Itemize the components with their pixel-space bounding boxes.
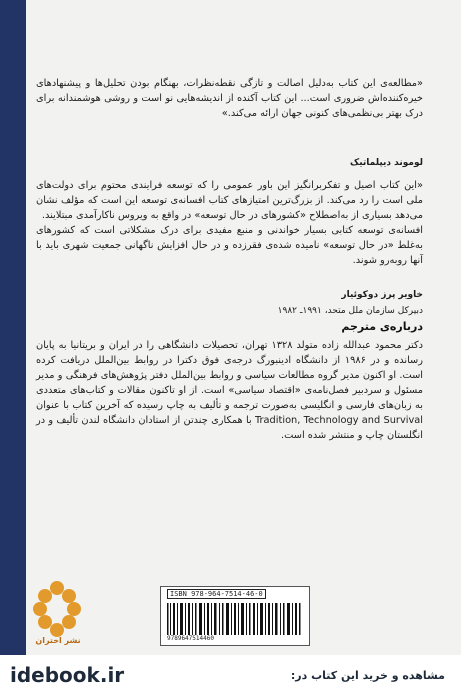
translator-bio xyxy=(36,338,423,443)
quote-perez-text-2: افسانه‌ی توسعه کتابی بسیار خواندنی و منبع مفیدی برای درک مشکلاتی است که کشورهای به‌غلط «در حال توسعه» نامیده شده‌ی فقرزده و در حال افزایش ناگهانی جمعیت شهری باید با آنها روبه‌رو شوند. xyxy=(36,225,423,266)
idebook-brand: idebook xyxy=(10,663,100,687)
isbn-barcode xyxy=(160,586,310,646)
quote-perez-name: خاویر پرز دوکوئیار xyxy=(341,290,423,300)
translator-section-title: درباره‌ی مترجم xyxy=(341,320,423,333)
publisher-name: نشر اختران xyxy=(35,636,81,645)
quote-le-monde-attribution: لوموند دیپلماتیک xyxy=(350,158,423,168)
quote-perez-role: دبیرکل سازمان ملل متحد، ۱۹۹۱ـ ۱۹۸۲ xyxy=(277,306,423,316)
quote-perez-text-1: «این کتاب اصیل و تفکربرانگیز این باور عمومی را که توسعه فرایندی محتوم برای دولت‌های ملی است را رد می‌کند. از بزرگ‌ترین امتیازهای کتاب افسانه‌ی توسعه این است که مؤلف نشان می‌دهد بسیاری از به‌اصطلاح «کشورهای در حال توسعه» در واقع به ویروس ناکارآمدی مبتلایند. xyxy=(36,180,423,221)
quote-le-monde-text: «مطالعه‌ی این کتاب به‌دلیل اصالت و تازگی نقطه‌نظرات، بهنگام بودن تحلیل‌ها و پیشنهادهای خیره‌کننده‌اش ضروری است... این کتاب آکنده از اندیشه‌هایی نو است و روشی هوشمندانه برای درک بهتر بی‌نظمی‌های کنونی جهان ارائه می‌کند.» xyxy=(36,78,423,119)
quote-le-monde xyxy=(36,76,423,121)
idebook-tld: .ir xyxy=(99,663,125,687)
isbn-label: ISBN 978-964-7514-46-0 xyxy=(167,589,266,599)
cover-side-stripe xyxy=(0,0,26,700)
idebook-logo[interactable] xyxy=(10,663,124,687)
barcode-number: 9789647514460 xyxy=(167,635,214,642)
barcode-bars xyxy=(167,603,301,635)
translator-bio-text: دکتر محمود عبدالله زاده متولد ۱۳۲۸ تهران، تحصیلات دانشگاهی را در ایران و بریتانیا به پایان رسانده و در ۱۹۸۶ از دانشگاه ادینبورگ درجه‌ی فوق دکترا در روابط بین‌الملل دریافت کرده است. او اکنون مدیر گروه مطالعات سیاسی و روابط بین‌الملل دفتر پژوهش‌های فرهنگی و مدیر مسئول و سردبیر فصل‌نامه‌ی «اقتصاد سیاسی» است. از او تاکنون مقالات و کتاب‌های متعددی به زبان‌های فارسی و انگلیسی به‌صورت ترجمه و تألیف به چاپ رسیده که آخرین کتاب با عنوان Tradition, Technology and Survival با همکاری چندتن از استادان دانشگاه لندن تألیف و در انگلستان چاپ و منتشر شده است. xyxy=(36,340,424,441)
footer-cta-text: مشاهده و خرید این کتاب در: xyxy=(290,669,445,682)
quote-perez-de-cuellar xyxy=(36,178,423,268)
site-footer-banner[interactable] xyxy=(0,655,461,700)
